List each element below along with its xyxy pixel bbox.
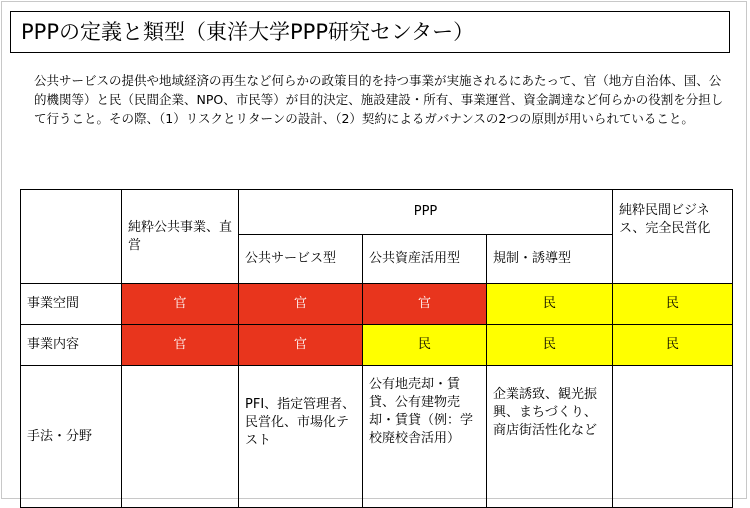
cell-private: 民 bbox=[363, 325, 487, 366]
header-regulation: 規制・誘導型 bbox=[487, 235, 613, 284]
cell-method-pure-private bbox=[613, 366, 733, 508]
cell-public: 官 bbox=[363, 284, 487, 325]
cell-public: 官 bbox=[122, 325, 239, 366]
cell-public: 官 bbox=[122, 284, 239, 325]
row-label-business-space: 事業空間 bbox=[21, 284, 122, 325]
cell-private: 民 bbox=[487, 284, 613, 325]
header-row-1 bbox=[21, 190, 733, 235]
cell-method-regulation: 企業誘致、観光振興、まちづくり、商店街活性化など bbox=[487, 366, 613, 508]
page-title: PPPの定義と類型（東洋大学PPP研究センター） bbox=[10, 11, 730, 53]
header-public-service: 公共サービス型 bbox=[239, 235, 363, 284]
ppp-type-table bbox=[20, 189, 733, 508]
table-row bbox=[21, 284, 733, 325]
header-ppp: PPP bbox=[239, 190, 613, 235]
header-pure-private: 純粋民間ビジネス、完全民営化 bbox=[613, 190, 733, 284]
ppp-definition-text: 公共サービスの提供や地域経済の再生など何らかの政策目的を持つ事業が実施されるにあたって、官（地方自治体、国、公的機関等）と民（民間企業、NPO、市民等）が目的決定、施設建設・所有、事業運営、資金調達など何らかの役割を分担して行うこと。その際、（1）リスクとリターンの設計、（2）契約によるガバナンスの2つの原則が用いられていること。 bbox=[34, 73, 724, 126]
table-row bbox=[21, 325, 733, 366]
cell-private: 民 bbox=[613, 284, 733, 325]
cell-method-pure-public bbox=[122, 366, 239, 508]
cell-public: 官 bbox=[239, 325, 363, 366]
table-row bbox=[21, 366, 733, 508]
cell-private: 民 bbox=[613, 325, 733, 366]
header-public-asset: 公共資産活用型 bbox=[363, 235, 487, 284]
row-label-method-field: 手法・分野 bbox=[21, 366, 122, 508]
cell-method-public-service: PFI、指定管理者、民営化、市場化テスト bbox=[239, 366, 363, 508]
cell-method-public-asset: 公有地売却・賃貸、公有建物売却・賃貸（例：学校廃校舎活用） bbox=[363, 366, 487, 508]
cell-private: 民 bbox=[487, 325, 613, 366]
header-pure-public: 純粋公共事業、直営 bbox=[122, 190, 239, 284]
row-label-business-content: 事業内容 bbox=[21, 325, 122, 366]
cell-public: 官 bbox=[239, 284, 363, 325]
header-corner-cell bbox=[21, 190, 122, 284]
